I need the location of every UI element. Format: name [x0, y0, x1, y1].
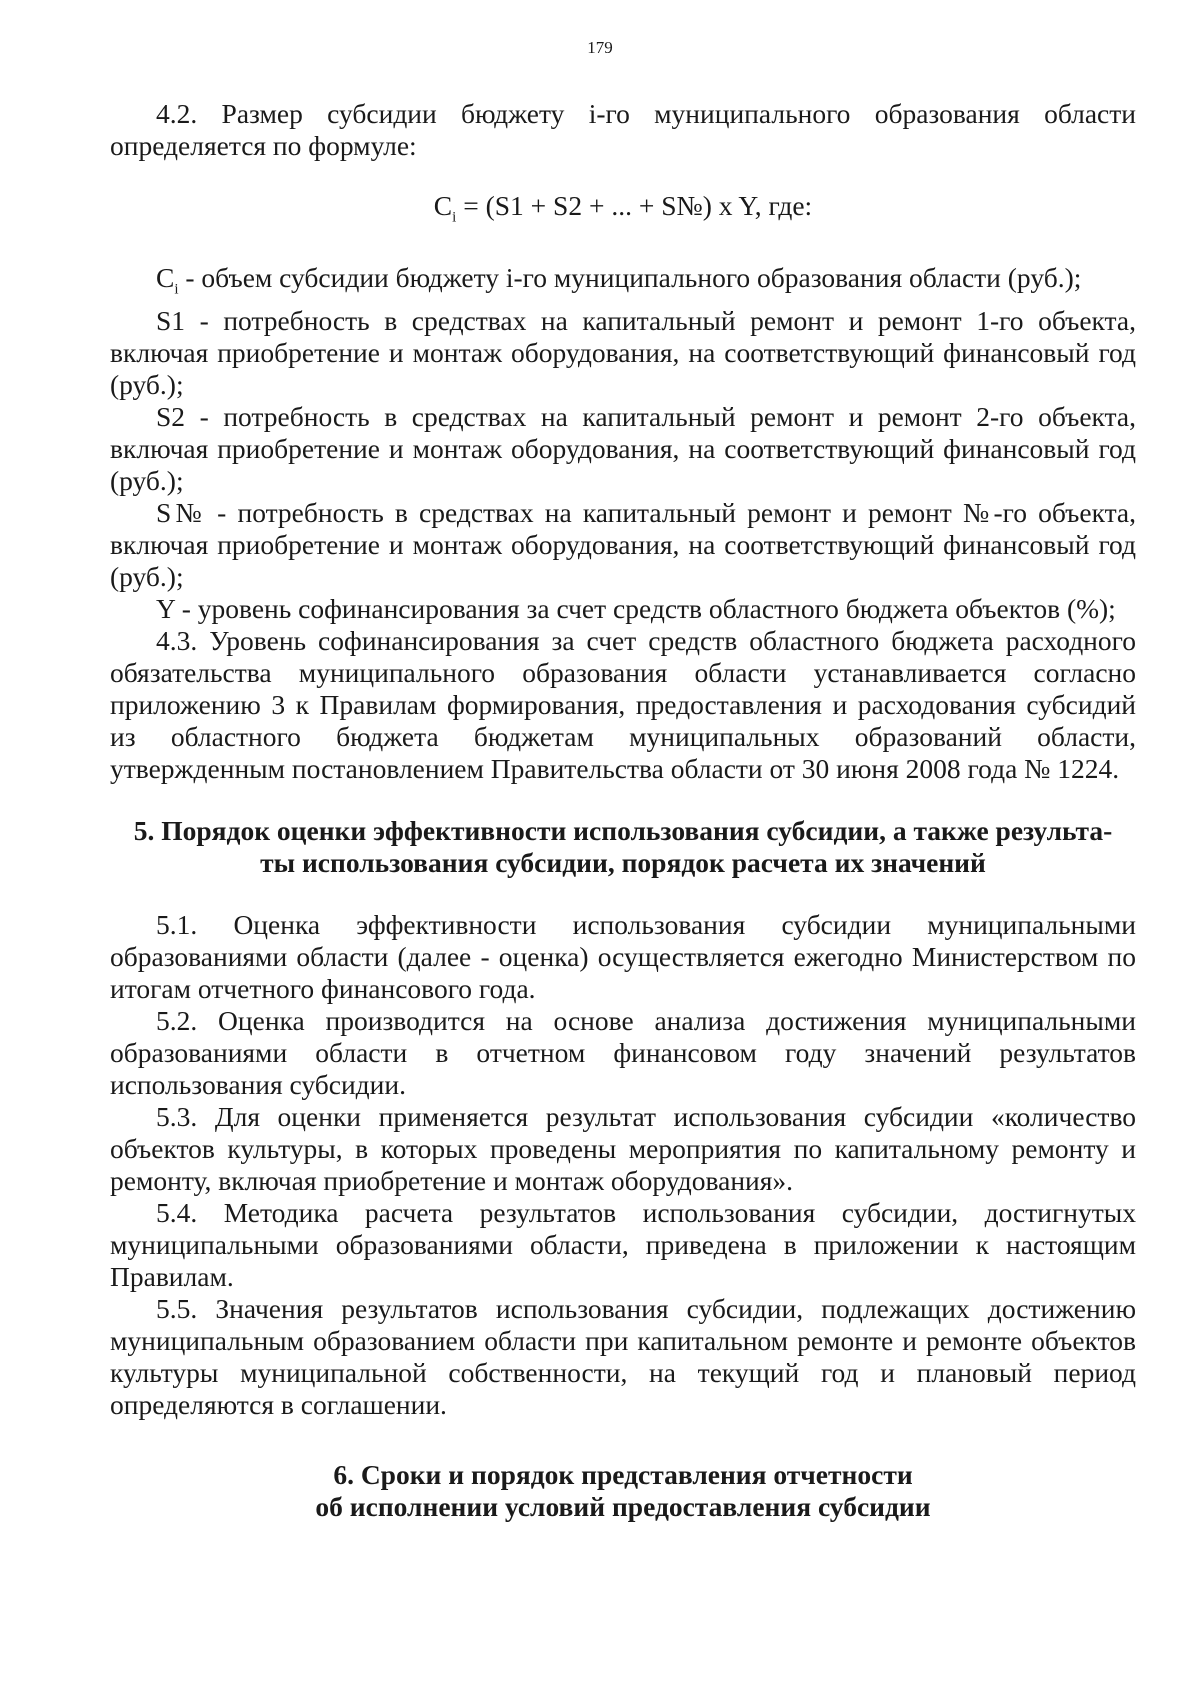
definition-ci-text: - объем субсидии бюджету i-го муниципального образования области (руб.);: [178, 261, 1082, 293]
section-5-heading-line1: 5. Порядок оценки эффективности использования субсидии, а также результа-: [133, 815, 1113, 846]
section-6-heading-line1: 6. Сроки и порядок представления отчетности: [333, 1459, 913, 1490]
section-6-heading-line2: об исполнении условий предоставления субсидии: [315, 1491, 931, 1522]
paragraph-5-3: 5.3. Для оценки применяется результат использования субсидии «количество объектов культуры, в которых проведены мероприятия по капитальному ремонту и ремонту, включая приобретение и монтаж оборудования».: [110, 1101, 1136, 1196]
formula-subscript: i: [452, 209, 457, 226]
definition-ci-c: C: [156, 261, 175, 293]
paragraph-5-2: 5.2. Оценка производится на основе анализа достижения муниципальными образованиями области в отчетном финансовом году значений результатов использования субсидии.: [110, 1005, 1136, 1100]
definition-ci-subscript: i: [174, 281, 179, 297]
definition-y: Y - уровень софинансирования за счет средств областного бюджета объектов (%);: [156, 593, 1116, 624]
section-5-heading: [110, 815, 1136, 879]
section-6-heading: [110, 1459, 1136, 1523]
formula-rest: = (S1 + S2 + ... + S№) x Y, где:: [456, 190, 813, 221]
paragraph-4-2: 4.2. Размер субсидии бюджету i-го муниципального образования области определяется по формуле:: [110, 98, 1136, 161]
formula-definitions: [110, 262, 1136, 626]
definition-ci: [110, 262, 1136, 306]
definition-s2: S2 - потребность в средствах на капитальный ремонт и ремонт 2-го объекта, включая приобретение и монтаж оборудования, на соответствующий финансовый год (руб.);: [110, 401, 1136, 496]
document-body: [110, 98, 1136, 1553]
formula-c: C: [433, 190, 453, 221]
paragraph-5-4: 5.4. Методика расчета результатов использования субсидии, достигнутых муниципальными образованиями области, приведена в приложении к настоящим Правилам.: [110, 1197, 1136, 1292]
definition-sn: S№ - потребность в средствах на капитальный ремонт и ремонт №-го объекта, включая приобретение и монтаж оборудования, на соответствующий финансовый год (руб.);: [110, 497, 1136, 592]
page-number: 179: [587, 38, 613, 57]
section-5-heading-line2: ты использования субсидии, порядок расчета их значений: [260, 847, 986, 878]
paragraph-5-1: 5.1. Оценка эффективности использования субсидии муниципальными образованиями области (далее - оценка) осуществляется ежегодно Министерством по итогам отчетного финансового года.: [110, 909, 1136, 1004]
paragraph-4-3: 4.3. Уровень софинансирования за счет средств областного бюджета расходного обязательства муниципального образования области устанавливается согласно приложению 3 к Правилам формирования, предоставления и расходования субсидий из областного бюджета бюджетам муниципальных образований области, утвержденным постановлением Правительства области от 30 июня 2008 года № 1224.: [110, 625, 1136, 784]
definition-s1: S1 - потребность в средствах на капитальный ремонт и ремонт 1-го объекта, включая приобретение и монтаж оборудования, на соответствующий финансовый год (руб.);: [110, 305, 1136, 400]
paragraph-5-5: 5.5. Значения результатов использования субсидии, подлежащих достижению муниципальным образованием области при капитальном ремонте и ремонте объектов культуры муниципальной собственности, на текущий год и плановый период определяются в соглашении.: [110, 1293, 1136, 1420]
subsidy-formula: [110, 190, 1136, 234]
